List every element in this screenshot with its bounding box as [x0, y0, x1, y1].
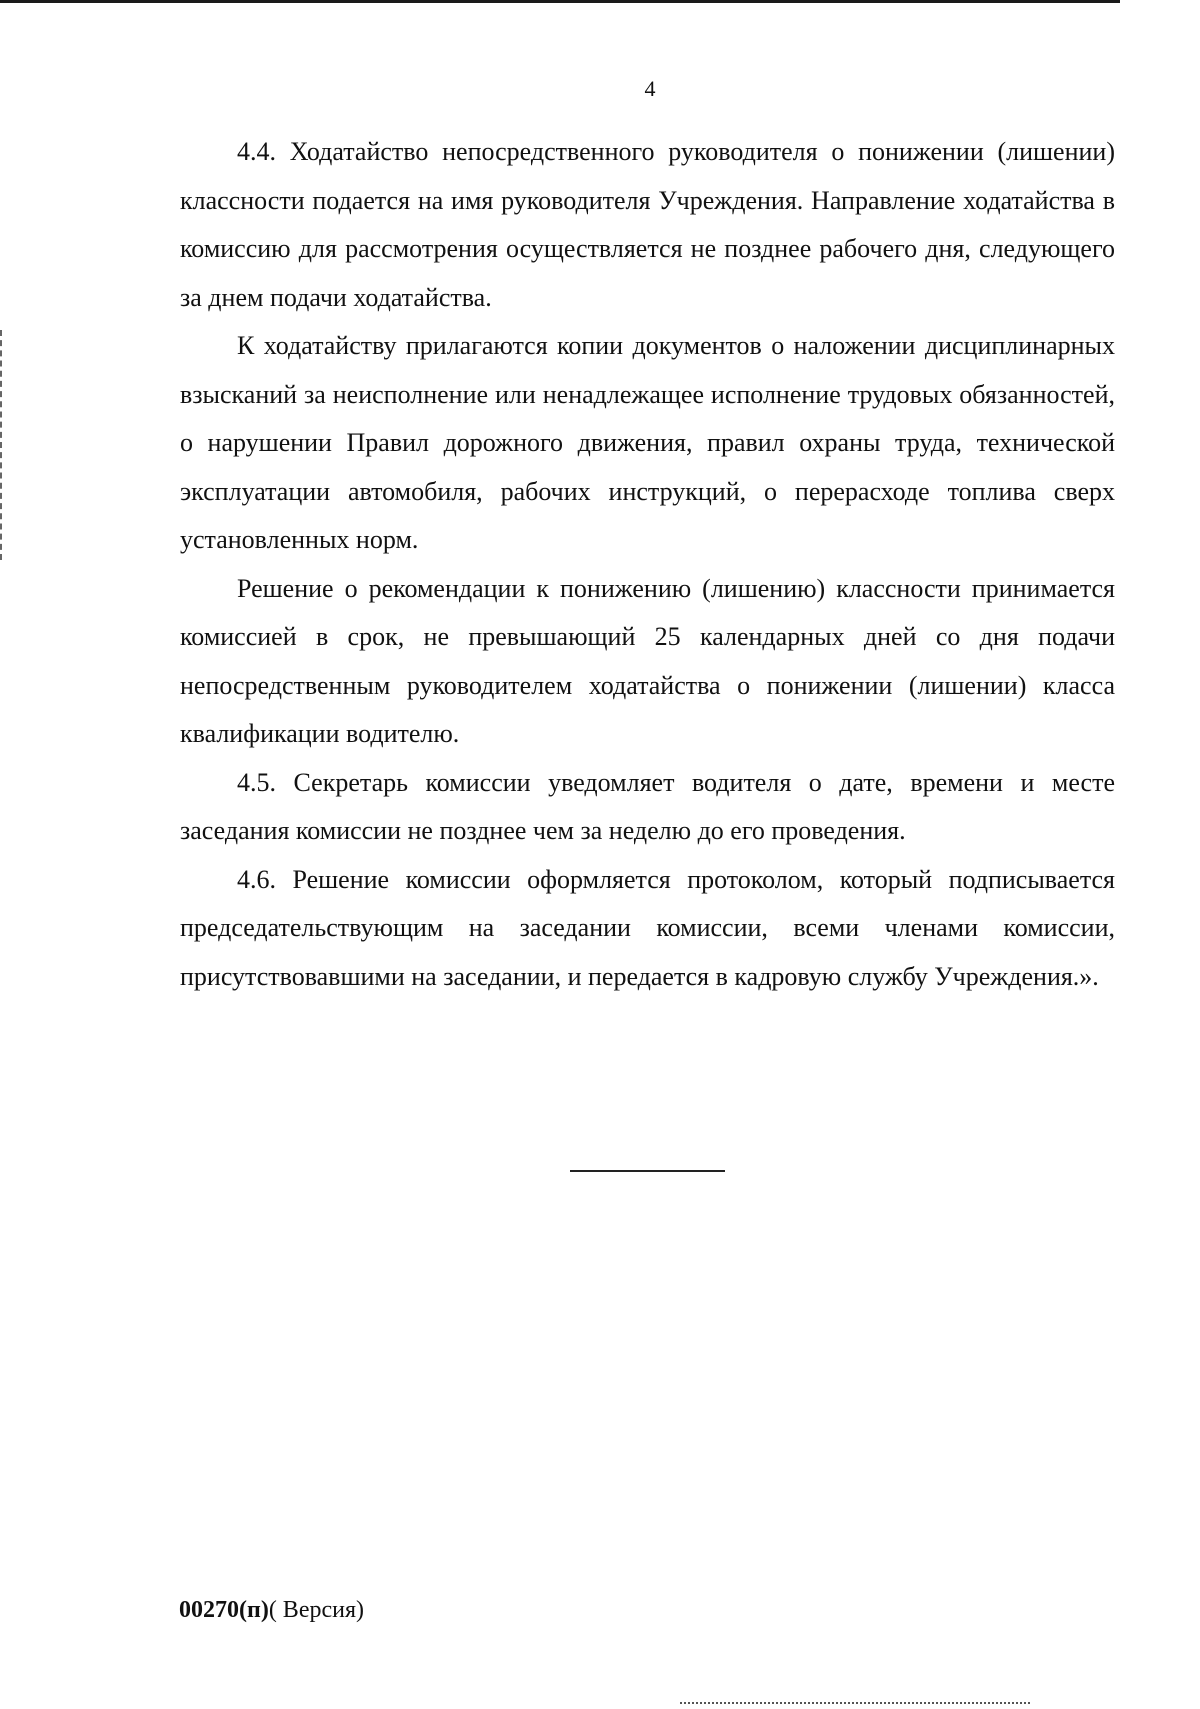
footer-code: 00270(п) — [179, 1597, 269, 1623]
page-number: 4 — [644, 76, 656, 101]
paragraph-4-4: 4.4. Ходатайство непосредственного руководителя о понижении (лишении) классности подается на имя руководителя Учреждения. Направление ходатайства в комиссию для рассмотрения осуществляется не позднее рабочего дня, следующего за днем подачи ходатайства. — [180, 137, 1115, 312]
end-separator-line — [570, 1170, 725, 1172]
paragraph-decision: Решение о рекомендации к понижению (лишению) классности принимается комиссией в срок, не превышающий 25 календарных дней со дня подачи непосредственным руководителем ходатайства о понижении (лишении) класса квалификации водителю. — [180, 573, 1115, 748]
paragraph-4-5: 4.5. Секретарь комиссии уведомляет водителя о дате, времени и месте заседания комиссии не позднее чем за неделю до его проведения. — [180, 767, 1115, 845]
paragraph-attachments: К ходатайству прилагаются копии документов о наложении дисциплинарных взысканий за неисполнение или ненадлежащее исполнение трудовых обязанностей, о нарушении Правил дорожного движения, правил охраны труда, технической эксплуатации автомобиля, рабочих инструкций, о перерасходе топлива сверх установленных норм. — [180, 331, 1115, 554]
scan-top-edge — [0, 0, 1120, 3]
footer-document-code — [179, 1597, 364, 1624]
scan-left-edge — [0, 330, 4, 560]
scan-bottom-edge — [680, 1702, 1030, 1704]
paragraph-4-6: 4.6. Решение комиссии оформляется протоколом, который подписывается председательствующим на заседании комиссии, всеми членами комиссии, присутствовавшими на заседании, и передается в кадровую службу Учреждения.». — [180, 864, 1115, 991]
footer-version: ( Версия) — [268, 1597, 364, 1623]
document-body — [180, 128, 1115, 1001]
